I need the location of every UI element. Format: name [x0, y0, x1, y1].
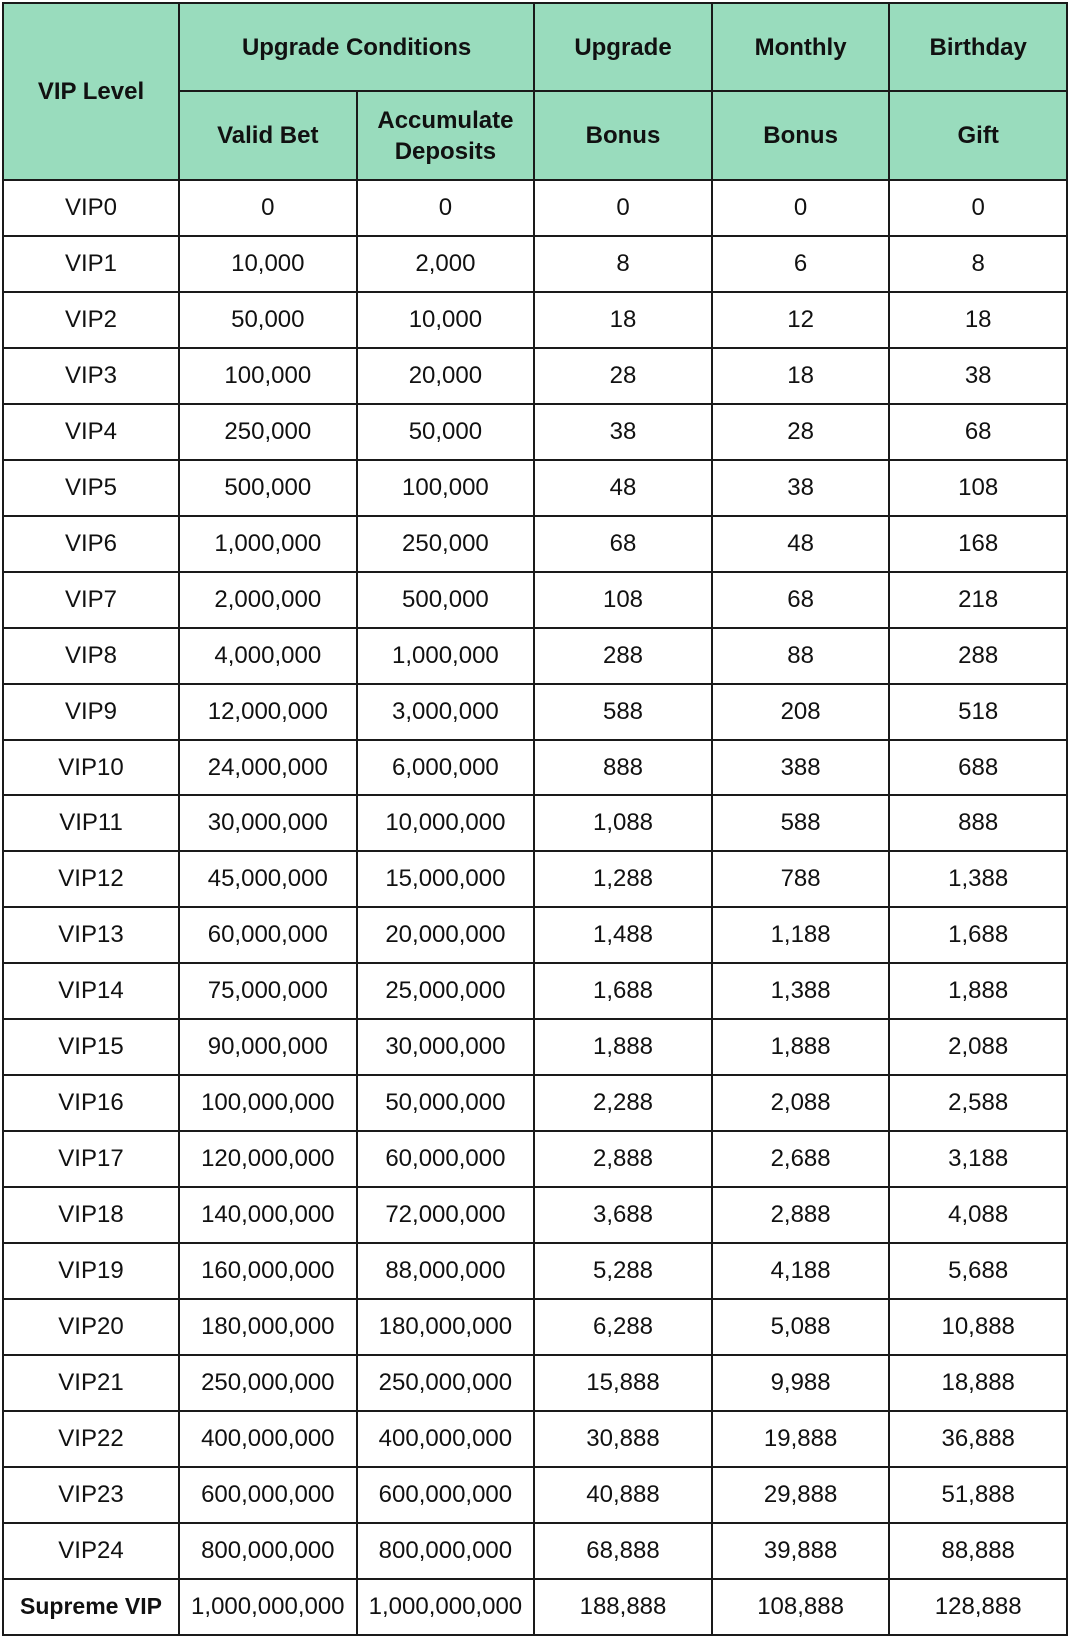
- table-row: [3, 1579, 1067, 1635]
- monthly-bonus-cell: 38: [712, 460, 890, 516]
- monthly-bonus-cell: 1,188: [712, 907, 890, 963]
- birthday-gift-cell: 18,888: [889, 1355, 1067, 1411]
- vip-level-cell: VIP15: [3, 1019, 179, 1075]
- valid-bet-cell: 1,000,000: [179, 516, 357, 572]
- upgrade-bonus-cell: 288: [534, 628, 712, 684]
- valid-bet-cell: 45,000,000: [179, 851, 357, 907]
- table-row: [3, 1355, 1067, 1411]
- monthly-bonus-cell: 12: [712, 292, 890, 348]
- header-birthday-top: Birthday: [889, 3, 1067, 91]
- upgrade-bonus-cell: 1,888: [534, 1019, 712, 1075]
- accumulate-deposits-cell: 20,000,000: [357, 907, 535, 963]
- vip-level-cell: VIP20: [3, 1299, 179, 1355]
- accumulate-deposits-cell: 20,000: [357, 348, 535, 404]
- birthday-gift-cell: 38: [889, 348, 1067, 404]
- accumulate-deposits-cell: 15,000,000: [357, 851, 535, 907]
- header-monthly-bonus: Bonus: [712, 91, 890, 180]
- table-row: [3, 1019, 1067, 1075]
- birthday-gift-cell: 218: [889, 572, 1067, 628]
- valid-bet-cell: 50,000: [179, 292, 357, 348]
- header-upgrade-top: Upgrade: [534, 3, 712, 91]
- upgrade-bonus-cell: 0: [534, 180, 712, 236]
- upgrade-bonus-cell: 1,488: [534, 907, 712, 963]
- monthly-bonus-cell: 88: [712, 628, 890, 684]
- vip-level-cell: VIP6: [3, 516, 179, 572]
- upgrade-bonus-cell: 2,288: [534, 1075, 712, 1131]
- header-accumulate-deposits: [357, 91, 535, 180]
- vip-level-cell: VIP17: [3, 1131, 179, 1187]
- upgrade-bonus-cell: 108: [534, 572, 712, 628]
- table-row: [3, 180, 1067, 236]
- valid-bet-cell: 1,000,000,000: [179, 1579, 357, 1635]
- vip-level-cell: VIP14: [3, 963, 179, 1019]
- birthday-gift-cell: 168: [889, 516, 1067, 572]
- accumulate-deposits-cell: 600,000,000: [357, 1467, 535, 1523]
- birthday-gift-cell: 88,888: [889, 1523, 1067, 1579]
- valid-bet-cell: 12,000,000: [179, 684, 357, 740]
- monthly-bonus-cell: 1,888: [712, 1019, 890, 1075]
- upgrade-bonus-cell: 3,688: [534, 1187, 712, 1243]
- accumulate-deposits-cell: 800,000,000: [357, 1523, 535, 1579]
- upgrade-bonus-cell: 888: [534, 740, 712, 796]
- valid-bet-cell: 60,000,000: [179, 907, 357, 963]
- header-monthly-top: Monthly: [712, 3, 890, 91]
- header-birthday-gift: Gift: [889, 91, 1067, 180]
- monthly-bonus-cell: 1,388: [712, 963, 890, 1019]
- accumulate-deposits-cell: 50,000,000: [357, 1075, 535, 1131]
- valid-bet-cell: 500,000: [179, 460, 357, 516]
- monthly-bonus-cell: 4,188: [712, 1243, 890, 1299]
- accumulate-deposits-cell: 60,000,000: [357, 1131, 535, 1187]
- monthly-bonus-cell: 68: [712, 572, 890, 628]
- monthly-bonus-cell: 2,688: [712, 1131, 890, 1187]
- valid-bet-cell: 100,000: [179, 348, 357, 404]
- birthday-gift-cell: 68: [889, 404, 1067, 460]
- birthday-gift-cell: 2,088: [889, 1019, 1067, 1075]
- accumulate-deposits-cell: 180,000,000: [357, 1299, 535, 1355]
- table-row: [3, 404, 1067, 460]
- header-deposits-label: Deposits: [394, 137, 497, 165]
- vip-level-cell: VIP5: [3, 460, 179, 516]
- birthday-gift-cell: 51,888: [889, 1467, 1067, 1523]
- upgrade-bonus-cell: 588: [534, 684, 712, 740]
- table-row: [3, 907, 1067, 963]
- vip-level-cell: VIP3: [3, 348, 179, 404]
- valid-bet-cell: 250,000,000: [179, 1355, 357, 1411]
- birthday-gift-cell: 5,688: [889, 1243, 1067, 1299]
- upgrade-bonus-cell: 68: [534, 516, 712, 572]
- table-row: [3, 851, 1067, 907]
- valid-bet-cell: 4,000,000: [179, 628, 357, 684]
- table-row: [3, 628, 1067, 684]
- accumulate-deposits-cell: 3,000,000: [357, 684, 535, 740]
- vip-level-cell: VIP16: [3, 1075, 179, 1131]
- birthday-gift-cell: 36,888: [889, 1411, 1067, 1467]
- valid-bet-cell: 600,000,000: [179, 1467, 357, 1523]
- upgrade-bonus-cell: 1,088: [534, 795, 712, 851]
- table-row: [3, 292, 1067, 348]
- upgrade-bonus-cell: 28: [534, 348, 712, 404]
- vip-level-cell: VIP0: [3, 180, 179, 236]
- vip-level-cell: VIP8: [3, 628, 179, 684]
- valid-bet-cell: 140,000,000: [179, 1187, 357, 1243]
- vip-level-cell: VIP12: [3, 851, 179, 907]
- monthly-bonus-cell: 18: [712, 348, 890, 404]
- table-body: [3, 180, 1067, 1635]
- birthday-gift-cell: 4,088: [889, 1187, 1067, 1243]
- valid-bet-cell: 24,000,000: [179, 740, 357, 796]
- accumulate-deposits-cell: 6,000,000: [357, 740, 535, 796]
- monthly-bonus-cell: 9,988: [712, 1355, 890, 1411]
- monthly-bonus-cell: 6: [712, 236, 890, 292]
- vip-level-cell: VIP21: [3, 1355, 179, 1411]
- accumulate-deposits-cell: 0: [357, 180, 535, 236]
- table-row: [3, 795, 1067, 851]
- vip-level-cell: VIP4: [3, 404, 179, 460]
- monthly-bonus-cell: 588: [712, 795, 890, 851]
- valid-bet-cell: 180,000,000: [179, 1299, 357, 1355]
- table-row: [3, 1467, 1067, 1523]
- accumulate-deposits-cell: 10,000,000: [357, 795, 535, 851]
- vip-level-cell: VIP23: [3, 1467, 179, 1523]
- birthday-gift-cell: 888: [889, 795, 1067, 851]
- birthday-gift-cell: 1,688: [889, 907, 1067, 963]
- vip-level-cell: VIP9: [3, 684, 179, 740]
- upgrade-bonus-cell: 5,288: [534, 1243, 712, 1299]
- accumulate-deposits-cell: 1,000,000,000: [357, 1579, 535, 1635]
- valid-bet-cell: 160,000,000: [179, 1243, 357, 1299]
- table-row: [3, 516, 1067, 572]
- valid-bet-cell: 0: [179, 180, 357, 236]
- monthly-bonus-cell: 208: [712, 684, 890, 740]
- vip-level-table: [2, 2, 1068, 1636]
- upgrade-bonus-cell: 68,888: [534, 1523, 712, 1579]
- monthly-bonus-cell: 29,888: [712, 1467, 890, 1523]
- accumulate-deposits-cell: 2,000: [357, 236, 535, 292]
- table-row: [3, 684, 1067, 740]
- valid-bet-cell: 30,000,000: [179, 795, 357, 851]
- header-vip-level: VIP Level: [3, 3, 179, 180]
- accumulate-deposits-cell: 250,000,000: [357, 1355, 535, 1411]
- upgrade-bonus-cell: 8: [534, 236, 712, 292]
- vip-level-cell: VIP18: [3, 1187, 179, 1243]
- header-row-top: [3, 3, 1067, 91]
- header-upgrade-bonus: Bonus: [534, 91, 712, 180]
- accumulate-deposits-cell: 100,000: [357, 460, 535, 516]
- accumulate-deposits-cell: 88,000,000: [357, 1243, 535, 1299]
- upgrade-bonus-cell: 48: [534, 460, 712, 516]
- upgrade-bonus-cell: 40,888: [534, 1467, 712, 1523]
- table-row: [3, 1187, 1067, 1243]
- accumulate-deposits-cell: 10,000: [357, 292, 535, 348]
- monthly-bonus-cell: 19,888: [712, 1411, 890, 1467]
- vip-level-cell: VIP22: [3, 1411, 179, 1467]
- upgrade-bonus-cell: 1,688: [534, 963, 712, 1019]
- vip-level-cell: VIP1: [3, 236, 179, 292]
- table-row: [3, 572, 1067, 628]
- table-row: [3, 1411, 1067, 1467]
- birthday-gift-cell: 128,888: [889, 1579, 1067, 1635]
- birthday-gift-cell: 18: [889, 292, 1067, 348]
- header-upgrade-conditions: Upgrade Conditions: [179, 3, 534, 91]
- birthday-gift-cell: 3,188: [889, 1131, 1067, 1187]
- vip-level-cell: VIP2: [3, 292, 179, 348]
- valid-bet-cell: 75,000,000: [179, 963, 357, 1019]
- monthly-bonus-cell: 2,888: [712, 1187, 890, 1243]
- vip-level-cell: VIP11: [3, 795, 179, 851]
- upgrade-bonus-cell: 18: [534, 292, 712, 348]
- table-row: [3, 1243, 1067, 1299]
- table-row: [3, 963, 1067, 1019]
- vip-level-cell: VIP13: [3, 907, 179, 963]
- birthday-gift-cell: 8: [889, 236, 1067, 292]
- monthly-bonus-cell: 108,888: [712, 1579, 890, 1635]
- accumulate-deposits-cell: 50,000: [357, 404, 535, 460]
- accumulate-deposits-cell: 72,000,000: [357, 1187, 535, 1243]
- table-header: [3, 3, 1067, 180]
- table-row: [3, 236, 1067, 292]
- monthly-bonus-cell: 0: [712, 180, 890, 236]
- upgrade-bonus-cell: 2,888: [534, 1131, 712, 1187]
- upgrade-bonus-cell: 1,288: [534, 851, 712, 907]
- upgrade-bonus-cell: 38: [534, 404, 712, 460]
- valid-bet-cell: 10,000: [179, 236, 357, 292]
- table-row: [3, 460, 1067, 516]
- table-row: [3, 1131, 1067, 1187]
- vip-level-cell: Supreme VIP: [3, 1579, 179, 1635]
- valid-bet-cell: 250,000: [179, 404, 357, 460]
- accumulate-deposits-cell: 25,000,000: [357, 963, 535, 1019]
- valid-bet-cell: 400,000,000: [179, 1411, 357, 1467]
- birthday-gift-cell: 2,588: [889, 1075, 1067, 1131]
- monthly-bonus-cell: 28: [712, 404, 890, 460]
- monthly-bonus-cell: 5,088: [712, 1299, 890, 1355]
- vip-level-cell: VIP7: [3, 572, 179, 628]
- accumulate-deposits-cell: 1,000,000: [357, 628, 535, 684]
- valid-bet-cell: 800,000,000: [179, 1523, 357, 1579]
- vip-level-cell: VIP10: [3, 740, 179, 796]
- accumulate-deposits-cell: 30,000,000: [357, 1019, 535, 1075]
- upgrade-bonus-cell: 188,888: [534, 1579, 712, 1635]
- monthly-bonus-cell: 2,088: [712, 1075, 890, 1131]
- table-row: [3, 1075, 1067, 1131]
- accumulate-deposits-cell: 400,000,000: [357, 1411, 535, 1467]
- upgrade-bonus-cell: 15,888: [534, 1355, 712, 1411]
- table-row: [3, 1299, 1067, 1355]
- vip-level-cell: VIP24: [3, 1523, 179, 1579]
- table-row: [3, 348, 1067, 404]
- upgrade-bonus-cell: 30,888: [534, 1411, 712, 1467]
- monthly-bonus-cell: 388: [712, 740, 890, 796]
- birthday-gift-cell: 0: [889, 180, 1067, 236]
- vip-level-cell: VIP19: [3, 1243, 179, 1299]
- monthly-bonus-cell: 48: [712, 516, 890, 572]
- table-row: [3, 1523, 1067, 1579]
- valid-bet-cell: 120,000,000: [179, 1131, 357, 1187]
- birthday-gift-cell: 518: [889, 684, 1067, 740]
- accumulate-deposits-cell: 250,000: [357, 516, 535, 572]
- monthly-bonus-cell: 39,888: [712, 1523, 890, 1579]
- birthday-gift-cell: 688: [889, 740, 1067, 796]
- birthday-gift-cell: 108: [889, 460, 1067, 516]
- table-row: [3, 740, 1067, 796]
- header-accumulate-label: Accumulate: [377, 106, 514, 134]
- birthday-gift-cell: 288: [889, 628, 1067, 684]
- birthday-gift-cell: 1,388: [889, 851, 1067, 907]
- birthday-gift-cell: 1,888: [889, 963, 1067, 1019]
- valid-bet-cell: 90,000,000: [179, 1019, 357, 1075]
- valid-bet-cell: 100,000,000: [179, 1075, 357, 1131]
- upgrade-bonus-cell: 6,288: [534, 1299, 712, 1355]
- monthly-bonus-cell: 788: [712, 851, 890, 907]
- accumulate-deposits-cell: 500,000: [357, 572, 535, 628]
- header-valid-bet: Valid Bet: [179, 91, 357, 180]
- birthday-gift-cell: 10,888: [889, 1299, 1067, 1355]
- valid-bet-cell: 2,000,000: [179, 572, 357, 628]
